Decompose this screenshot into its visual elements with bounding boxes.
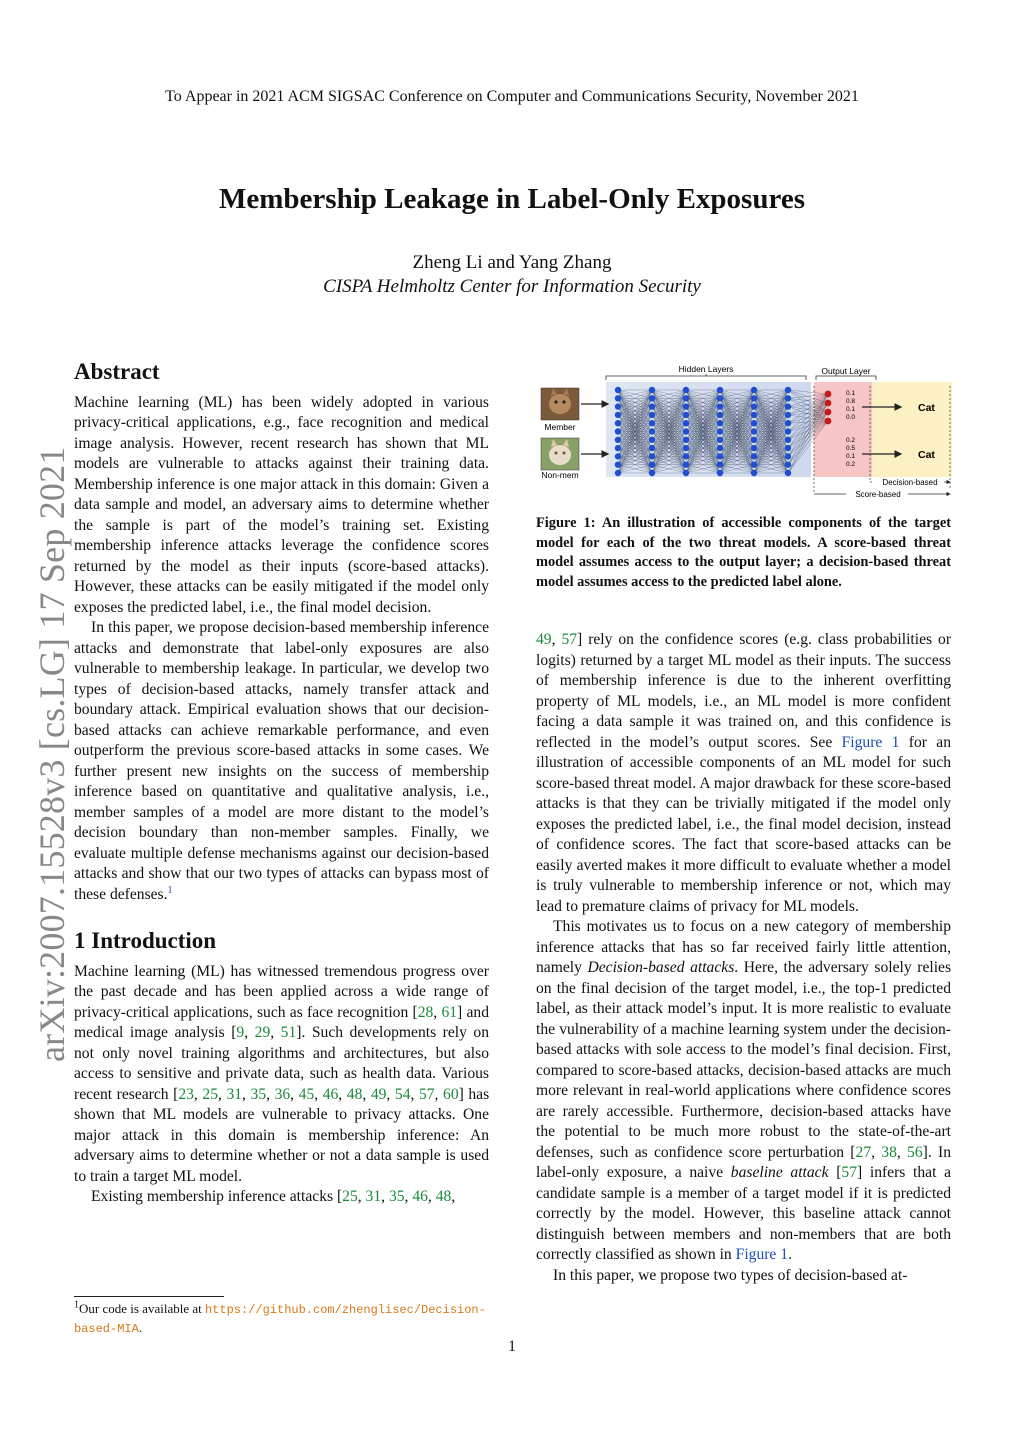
hidden-neuron [649, 412, 655, 418]
nonmember-label: Non-mem [541, 470, 579, 480]
hidden-neuron [751, 412, 757, 418]
citation[interactable]: 46 [322, 1085, 339, 1103]
hidden-neuron [615, 462, 621, 468]
citation[interactable]: 35 [250, 1085, 267, 1103]
threat-model-diagram [536, 360, 956, 510]
hidden-neuron [649, 387, 655, 393]
hidden-neuron [785, 412, 791, 418]
hidden-neuron [649, 403, 655, 409]
hidden-neuron [615, 387, 621, 393]
hidden-neuron [615, 412, 621, 418]
hidden-neuron [649, 437, 655, 443]
hidden-neuron [683, 428, 689, 434]
citation[interactable]: 23 [178, 1085, 194, 1103]
citation[interactable]: 35 [388, 1188, 405, 1205]
intro-paragraph-2: Existing membership inference attacks [25, 31, 35, 46, 48, [91, 1188, 456, 1205]
paper-title: Membership Leakage in Label-Only Exposures [219, 183, 805, 215]
right-column [536, 630, 951, 1286]
hidden-neuron [615, 445, 621, 451]
score-value: 0.1 [846, 406, 856, 413]
score-value: 0.1 [846, 390, 856, 397]
hidden-neuron [615, 395, 621, 401]
hidden-neuron [683, 420, 689, 426]
arxiv-identifier: arXiv:2007.15528v3 [cs.LG] 17 Sep 2021 [32, 446, 72, 1062]
hidden-neuron [683, 462, 689, 468]
hidden-neuron [717, 420, 723, 426]
right-paragraph-3: In this paper, we propose two types of decision-based at- [553, 1266, 908, 1284]
right-paragraph-2: This motivates us to focus on a new category of membership inference attacks that has so far received fairly little attention, namely Decision-based attacks. Here, the adversary solely relies on the final decision of the target model, i.e., the top-1 predicted label, as their attack model’s input. It is more realistic to evaluate the vulnerability of a machine learning system under the decision-based attacks with sole access to the model’s final decision. First, compared to score-based attacks, decision-based attacks are much more relevant in real-world applications where confidence scores are rarely accessible. Furthermore, decision-based attacks have the potential to be much more robust to the state-of-the-art defenses, such as confidence score perturbation [27, 38, 56]. In label-only exposure, a naive baseline attack [57] infers that a candidate sample is a member of a target model if it is predicted correctly by the model. However, this baseline attack cannot distinguish between members and non-members that are both correctly classified as shown in Figure 1. [536, 918, 952, 1263]
nonmember-scores [846, 437, 855, 468]
output-layer-label: Output Layer [821, 366, 871, 376]
citation[interactable]: 9 [236, 1024, 245, 1041]
score-value: 0.2 [846, 461, 856, 468]
hidden-neuron [615, 470, 621, 476]
citation[interactable]: 28 [417, 1003, 434, 1021]
score-value: 0.1 [846, 453, 856, 460]
code-url-link[interactable]: https://github.com/zhenglisec/Decision- based-MIA [74, 1303, 486, 1336]
hidden-neuron [683, 387, 689, 393]
citation[interactable]: 49 [370, 1085, 387, 1103]
output-neuron [825, 409, 832, 416]
citation[interactable]: 49 [536, 631, 552, 648]
citation[interactable]: 25 [342, 1188, 358, 1205]
citation[interactable]: 45 [298, 1085, 315, 1103]
hidden-neuron [683, 445, 689, 451]
hidden-neuron [717, 445, 723, 451]
citation[interactable]: 61 [441, 1003, 458, 1021]
hidden-neuron [649, 428, 655, 434]
affiliation: CISPA Helmholtz Center for Information Security [323, 276, 701, 297]
member-label: Member [544, 422, 576, 432]
decision-based-label: Decision-based [882, 478, 938, 487]
hidden-neuron [683, 395, 689, 401]
hidden-neuron [751, 462, 757, 468]
hidden-neuron [785, 420, 791, 426]
hidden-neuron [785, 387, 791, 393]
score-value: 0.5 [846, 445, 856, 452]
footnote-marker[interactable]: 1 [167, 884, 173, 896]
member-predicted-label: Cat [918, 402, 935, 414]
hidden-neuron [683, 403, 689, 409]
figure-1-reference[interactable]: Figure 1 [735, 1246, 789, 1263]
hidden-neuron [615, 428, 621, 434]
hidden-neuron [751, 395, 757, 401]
hidden-neuron [751, 403, 757, 409]
score-value: 0.8 [846, 398, 856, 405]
hidden-neuron [683, 470, 689, 476]
hidden-neuron [683, 437, 689, 443]
hidden-neuron [751, 437, 757, 443]
output-neuron [825, 400, 832, 407]
citation[interactable]: 54 [394, 1085, 411, 1103]
output-neuron [825, 391, 832, 398]
citation[interactable]: 46 [412, 1188, 428, 1205]
hidden-neuron [785, 437, 791, 443]
citation[interactable]: 57 [561, 631, 578, 648]
citation[interactable]: 29 [254, 1024, 271, 1041]
hidden-neuron [649, 420, 655, 426]
member-scores [846, 390, 855, 421]
hidden-neuron [751, 420, 757, 426]
score-value: 0.2 [846, 437, 856, 444]
hidden-neuron [717, 437, 723, 443]
score-value: 0.0 [846, 414, 856, 421]
hidden-neuron [717, 453, 723, 459]
hidden-neuron [751, 387, 757, 393]
hidden-neuron [615, 453, 621, 459]
hidden-neuron [717, 395, 723, 401]
nonmember-predicted-label: Cat [918, 449, 935, 461]
hidden-neuron [649, 470, 655, 476]
hidden-neuron [615, 420, 621, 426]
hidden-neuron [717, 462, 723, 468]
hidden-neuron [785, 462, 791, 468]
page-number: 1 [508, 1338, 516, 1355]
right-paragraph-1: 49, 57] rely on the confidence scores (e.g. class probabilities or logits) returned by a target ML model as their inputs. The success of membership inference is due to the inherent overfitting property of ML models, i.e., an ML model is more confident facing a data sample it was trained on, and this confidence is reflected in the model’s output scores. See Figure 1 for an illustration of accessible components of an ML model for such score-based threat model. A major drawback for these score-based attacks is that they can be trivially mitigated if the model only exposes the predicted label, i.e., the final model decision, instead of confidence scores. The fact that score-based attacks can be easily averted makes it more difficult to evaluate whether a model is truly vulnerable to membership inference or not, which may lead to premature claims of privacy for ML models. [536, 631, 952, 915]
left-column [74, 359, 490, 1208]
hidden-neuron [785, 428, 791, 434]
hidden-neuron [785, 445, 791, 451]
hidden-neuron [649, 445, 655, 451]
hidden-neuron [751, 470, 757, 476]
figure-caption: Figure 1: An illustration of accessible components of the target model for each of the two threat models. A score-based threat model assumes access to the output layer; a decision-based threat model assumes access to the predicted label alone. [536, 515, 951, 590]
hidden-neuron [683, 412, 689, 418]
abstract-heading: Abstract [74, 359, 160, 384]
abstract-paragraph-1: Machine learning (ML) has been widely adopted in various privacy-critical applications, e.g., face recognition and medical image analysis. However, recent research has shown that ML models are vulnerable to attacks against their training data. Membership inference is one major attack in this domain: Given a data sample and model, an adversary aims to determine whether the sample is part of the model’s training set. Existing membership inference attacks leverage the confidence scores returned by the model as their inputs (score-based attacks). However, these attacks can be easily mitigated if the model only exposes the predicted label, i.e., the final model decision. [74, 393, 489, 616]
hidden-neuron [751, 453, 757, 459]
citation[interactable]: 48 [435, 1188, 452, 1205]
output-layer-panel [814, 382, 872, 477]
output-neuron [825, 418, 832, 425]
citation[interactable]: 51 [280, 1024, 297, 1041]
authors: Zheng Li and Yang Zhang [412, 252, 612, 273]
hidden-neuron [649, 462, 655, 468]
intro-paragraph-1: Machine learning (ML) has witnessed tremendous progress over the past decade and has been applied across a wide range of privacy-critical applications, such as face recognition [28, 61] and medical image analysis [9, 29, 51]. Such developments rely on not only novel training algorithms and architectures, but also access to sensitive and private data, such as health data. Various recent research [23, 25, 31, 35, 36, 45, 46, 48, 49, 54, 57, 60] has shown that ML models are vulnerable to privacy attacks. One major attack in this domain is membership inference: An adversary aims to determine whether or not a data sample is used to train a target ML model. [74, 962, 490, 1185]
hidden-neuron [615, 437, 621, 443]
hidden-neuron [717, 387, 723, 393]
hidden-neuron [751, 445, 757, 451]
hidden-neuron [785, 395, 791, 401]
citation[interactable]: 60 [443, 1085, 459, 1103]
hidden-neuron [683, 453, 689, 459]
conference-note: To Appear in 2021 ACM SIGSAC Conference on Computer and Communications Security, November 2021 [165, 88, 859, 105]
member-cat-image [541, 388, 579, 420]
hidden-layers-label: Hidden Layers [678, 364, 734, 374]
citation[interactable]: 57 [841, 1164, 857, 1181]
citation[interactable]: 36 [274, 1085, 291, 1103]
citation[interactable]: 38 [881, 1143, 897, 1161]
footnote: $^1$Our code is available at https://github.com/zhenglisec/Decision- based-MIA. [74, 1299, 486, 1336]
figure-1 [536, 360, 956, 510]
hidden-neuron [785, 453, 791, 459]
citation[interactable]: 56 [907, 1143, 923, 1161]
nonmember-cat-image [541, 438, 579, 470]
hidden-neuron [785, 403, 791, 409]
citation[interactable]: 27 [855, 1143, 872, 1161]
abstract-paragraph-2: In this paper, we propose decision-based membership inference attacks and demonstrate that label-only exposures are also vulnerable to membership leakage. In particular, we develop two types of decision-based attacks, namely transfer attack and boundary attack. Empirical evaluation shows that our decision-based attacks can achieve remarkable performance, and even outperform the previous score-based attacks in some cases. We further present new insights on the success of membership inference based on quantitative and qualitative analysis, i.e., member samples of a model are more distant to the model’s decision boundary than non-member samples. Finally, we evaluate multiple defense mechanisms against our decision-based attacks and show that our two types of attacks can bypass most of these defenses.$^1$ [74, 619, 489, 903]
citation[interactable]: 57 [418, 1085, 435, 1103]
citation[interactable]: 31 [226, 1085, 243, 1103]
hidden-neuron [717, 470, 723, 476]
hidden-neuron [785, 470, 791, 476]
citation[interactable]: 25 [202, 1085, 218, 1103]
citation[interactable]: 31 [365, 1188, 382, 1205]
hidden-neuron [615, 403, 621, 409]
prediction-panel [872, 382, 952, 477]
score-based-label: Score-based [855, 490, 901, 499]
hidden-neuron [717, 403, 723, 409]
hidden-neuron [649, 453, 655, 459]
hidden-neuron [717, 412, 723, 418]
figure-1-reference[interactable]: Figure 1 [841, 733, 900, 751]
footnote-rule [74, 1296, 224, 1297]
hidden-neuron [751, 428, 757, 434]
introduction-heading: 1 Introduction [74, 928, 217, 953]
citation[interactable]: 48 [346, 1085, 363, 1103]
hidden-neuron [649, 395, 655, 401]
hidden-neuron [717, 428, 723, 434]
